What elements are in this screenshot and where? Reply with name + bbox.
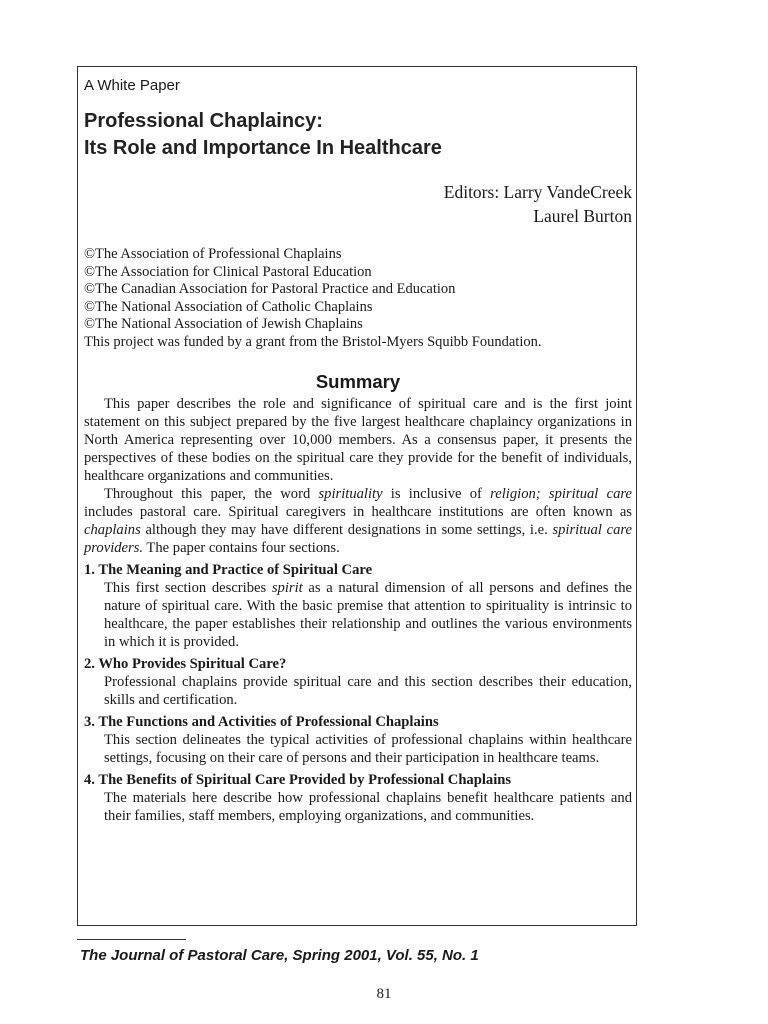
section-body: Professional chaplains provide spiritual care and this section describes their education, skills and certification. [104, 674, 632, 708]
section-title: 2. Who Provides Spiritual Care? [84, 656, 287, 672]
text-run: Throughout this paper, the word [104, 486, 319, 502]
text-run: as a natural dimension of all persons and defines the nature of spiritual care. With the basic premise that attention to spirituality is intrinsic to healthcare, the paper establishes their relationship and outlines the various environments in which it is provided. [104, 580, 632, 650]
text-run: includes pastoral care. Spiritual caregivers in healthcare institutions are often known as [84, 504, 632, 520]
summary-paragraph-2 [84, 485, 632, 557]
section-title: 4. The Benefits of Spiritual Care Provided by Professional Chaplains [84, 772, 512, 788]
copyright-list [84, 246, 632, 351]
document-type-label: A White Paper [84, 77, 180, 94]
text-run: This first section describes [104, 580, 272, 596]
copyright-line: ©The Canadian Association for Pastoral Practice and Education [84, 281, 456, 297]
editors [84, 180, 632, 228]
italic-term: religion; spiritual care [490, 486, 632, 502]
funding-note: This project was funded by a grant from the Bristol-Myers Squibb Foundation. [84, 333, 542, 350]
section-3 [84, 713, 632, 767]
text-run: The paper contains four sections. [143, 540, 340, 556]
white-paper-box [77, 66, 637, 926]
section-title: 1. The Meaning and Practice of Spiritual Care [84, 562, 373, 578]
text-run: is inclusive of [382, 486, 491, 502]
italic-term: chaplains [84, 522, 141, 538]
section-body: This section delineates the typical activities of professional chaplains within healthcare settings, focusing on their care of persons and their participation in healthcare teams. [104, 732, 632, 766]
journal-citation: The Journal of Pastoral Care, Spring 2001, Vol. 55, No. 1 [80, 947, 479, 964]
copyright-line: ©The National Association of Catholic Chaplains [84, 298, 373, 315]
section-body: The materials here describe how professional chaplains benefit healthcare patients and their families, staff members, employing organizations, and communities. [104, 790, 632, 824]
section-4 [84, 771, 632, 825]
italic-term: spirit [271, 580, 303, 596]
text-run: although they may have different designations in some settings, i.e. [140, 522, 553, 538]
footnote-rule [77, 939, 186, 940]
section-2 [84, 655, 632, 709]
italic-term: spiritual care providers. [84, 522, 632, 556]
summary-paragraph-1: This paper describes the role and significance of spiritual care and is the first joint statement on this subject prepared by the five largest healthcare chaplaincy organizations in North America representing over 10,000 members. As a consensus paper, it presents the perspectives of these bodies on the spiritual care they provide for the benefit of individuals, healthcare organizations and communities. [84, 396, 632, 484]
section-1 [84, 561, 632, 651]
paper-title-line-1: Professional Chaplaincy: [84, 110, 323, 132]
paper-title [84, 108, 632, 162]
copyright-line: ©The Association for Clinical Pastoral Education [84, 263, 372, 280]
copyright-line: ©The National Association of Jewish Chaplains [84, 316, 363, 332]
editors-line-1: Editors: Larry VandeCreek [443, 182, 632, 202]
section-body [84, 579, 632, 651]
page-number: 81 [376, 986, 392, 1002]
summary-heading: Summary [315, 371, 401, 392]
copyright-line: ©The Association of Professional Chaplains [84, 246, 342, 262]
editors-line-2: Laurel Burton [533, 206, 632, 226]
paper-title-line-2: Its Role and Importance In Healthcare [84, 137, 442, 159]
section-title: 3. The Functions and Activities of Professional Chaplains [84, 714, 439, 730]
italic-term: spirituality [318, 486, 383, 502]
